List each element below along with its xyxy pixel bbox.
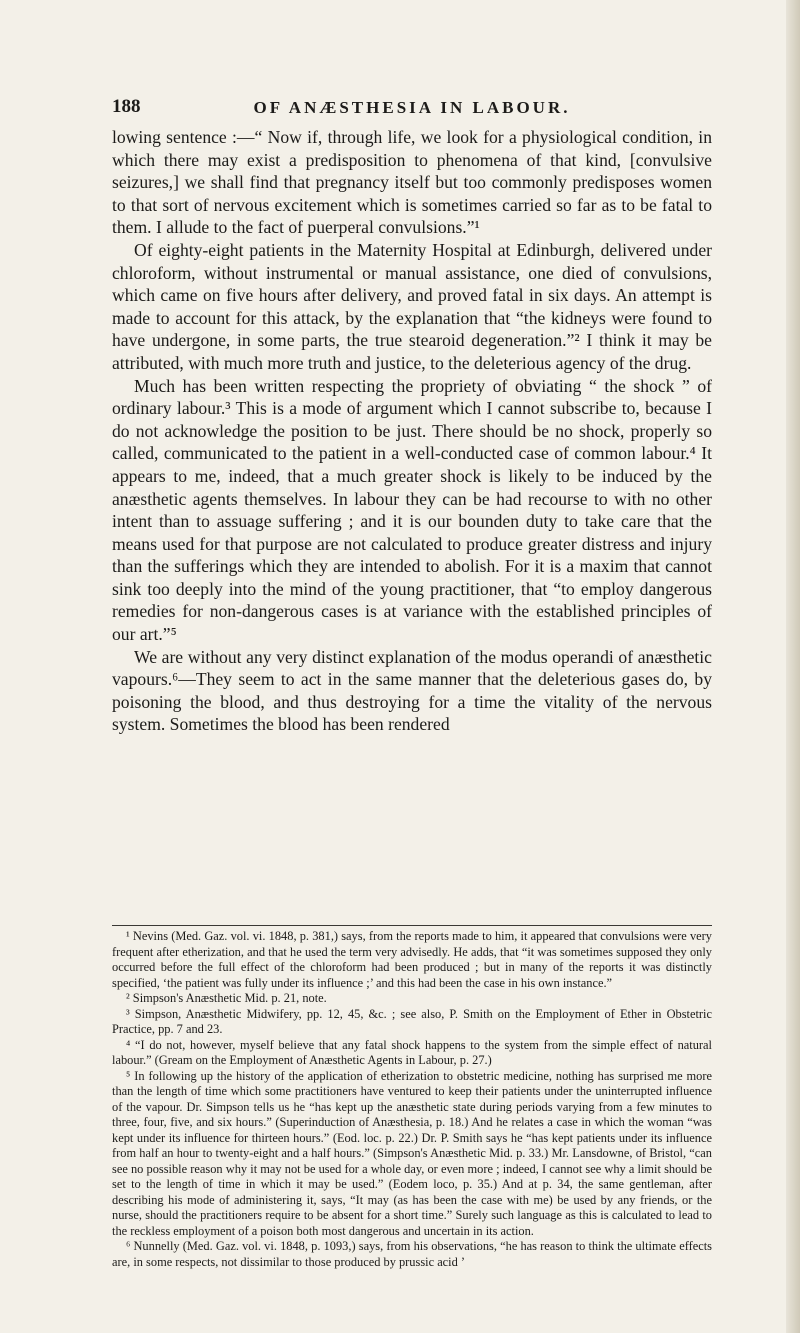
paragraph: We are without any very distinct explanation of the modus operandi of anæsthetic vapours.⁶—They seem to act in the same manner that the deleterious gases do, by poisoning the blood, and thus destroying for a time the vitality of the nervous system. Sometimes the blood has been rendered [112, 646, 712, 735]
footnote: ⁵ In following up the history of the application of etherization to obstetric medicine, nothing has surprised me more than the length of time which some practitioners have ventured to keep their patients under the uninterrupted influence of the vapour. Dr. Simpson tells us he “has kept up the anæsthetic state during periods varying from a few minutes to three, four, five, and six hours.” (Superinduction of Anæsthesia, p. 18.) And he relates a case in which the woman “was kept under its influence for thirteen hours.” (Eod. loc. p. 22.) Dr. P. Smith says he “has kept patients under its influence from half an hour to twenty-eight and a half hours.” (Simpson's Anæsthetic Mid. p. 33.) Mr. Lansdowne, of Bristol, “can see no possible reason why it may not be used for a whole day, or even more ; indeed, I cannot see why a limit should be set to the length of time in which it may be used.” (Eodem loco, p. 35.) And at p. 34, the same gentleman, after describing his mode of administering it, says, “It may (as has been the case with me) be used by any friends, or the nurse, should the practitioners require to be absent for a short time.” Surely such language as this is calculated to lead to the reckless employment of a poison both most dangerous and uncertain in its action. [112, 1068, 712, 1238]
paragraph: Much has been written respecting the propriety of obviating “ the shock ” of ordinary labour.³ This is a mode of argument which I cannot subscribe to, because I do not acknowledge the position to be just. There should be no shock, properly so called, communicated to the patient in a well-conducted case of common labour.⁴ It appears to me, indeed, that a much greater shock is likely to be induced by the anæsthetic agents themselves. In labour they can be had recourse to with no other intent than to assuage suffering ; and it is our bounden duty to take care that the means used for that purpose are not calculated to produce greater distress and injury than the sufferings which they are intended to abolish. For it is a maxim that cannot sink too deeply into the mind of the young practitioner, that “to employ dangerous remedies for non-dangerous cases is at variance with the established principles of our art.”⁵ [112, 375, 712, 645]
page-header [112, 96, 712, 120]
paragraph: Of eighty-eight patients in the Maternity Hospital at Edinburgh, delivered under chloroform, without instrumental or manual assistance, one died of convulsions, which came on five hours after delivery, and proved fatal in six days. An attempt is made to account for this attack, by the explanation that “the kidneys were found to have undergone, in some parts, the true stearoid degeneration.”² I think it may be attributed, with much more truth and justice, to the deleterious agency of the drug. [112, 239, 712, 373]
page-number: 188 [112, 96, 141, 117]
footnote: ² Simpson's Anæsthetic Mid. p. 21, note. [126, 991, 327, 1005]
footnote: ⁶ Nunnelly (Med. Gaz. vol. vi. 1848, p. 1093,) says, from his observations, “he has reason to think the ultimate effects are, in some respects, not dissimilar to those produced by prussic acid ’ [112, 1239, 712, 1269]
footnote-rule [112, 925, 712, 926]
running-title: OF ANÆSTHESIA IN LABOUR. [253, 98, 571, 117]
footnote: ⁴ “I do not, however, myself believe that any fatal shock happens to the system from the simple effect of natural labour.” (Gream on the Employment of Anæsthetic Agents in Labour, p. 27.) [112, 1037, 712, 1067]
body-text [112, 126, 712, 736]
footnotes [112, 929, 712, 1270]
paragraph: lowing sentence :—“ Now if, through life, we look for a physiological condition, in which there may exist a predisposition to phenomena of that kind, [convulsive seizures,] we shall find that pregnancy itself but too commonly predisposes women to that sort of nervous excitement which is sometimes carried so far as to be fatal to them. I allude to the fact of puerperal convulsions.”¹ [112, 127, 712, 238]
footnote: ¹ Nevins (Med. Gaz. vol. vi. 1848, p. 381,) says, from the reports made to him, it appeared that convulsions were very frequent after etherization, and that he used the term very advisedly. He adds, that “it was sometimes supposed they only occurred before the full effect of the chloroform had been produced ; but in many of the reports it was distinctly specified, ‘the patient was fully under its influence ;’ and this had been the case in his own instance.” [112, 929, 712, 990]
footnote: ³ Simpson, Anæsthetic Midwifery, pp. 12, 45, &c. ; see also, P. Smith on the Employment of Ether in Obstetric Practice, pp. 7 and 23. [112, 1006, 712, 1036]
page-edge [786, 0, 800, 1333]
